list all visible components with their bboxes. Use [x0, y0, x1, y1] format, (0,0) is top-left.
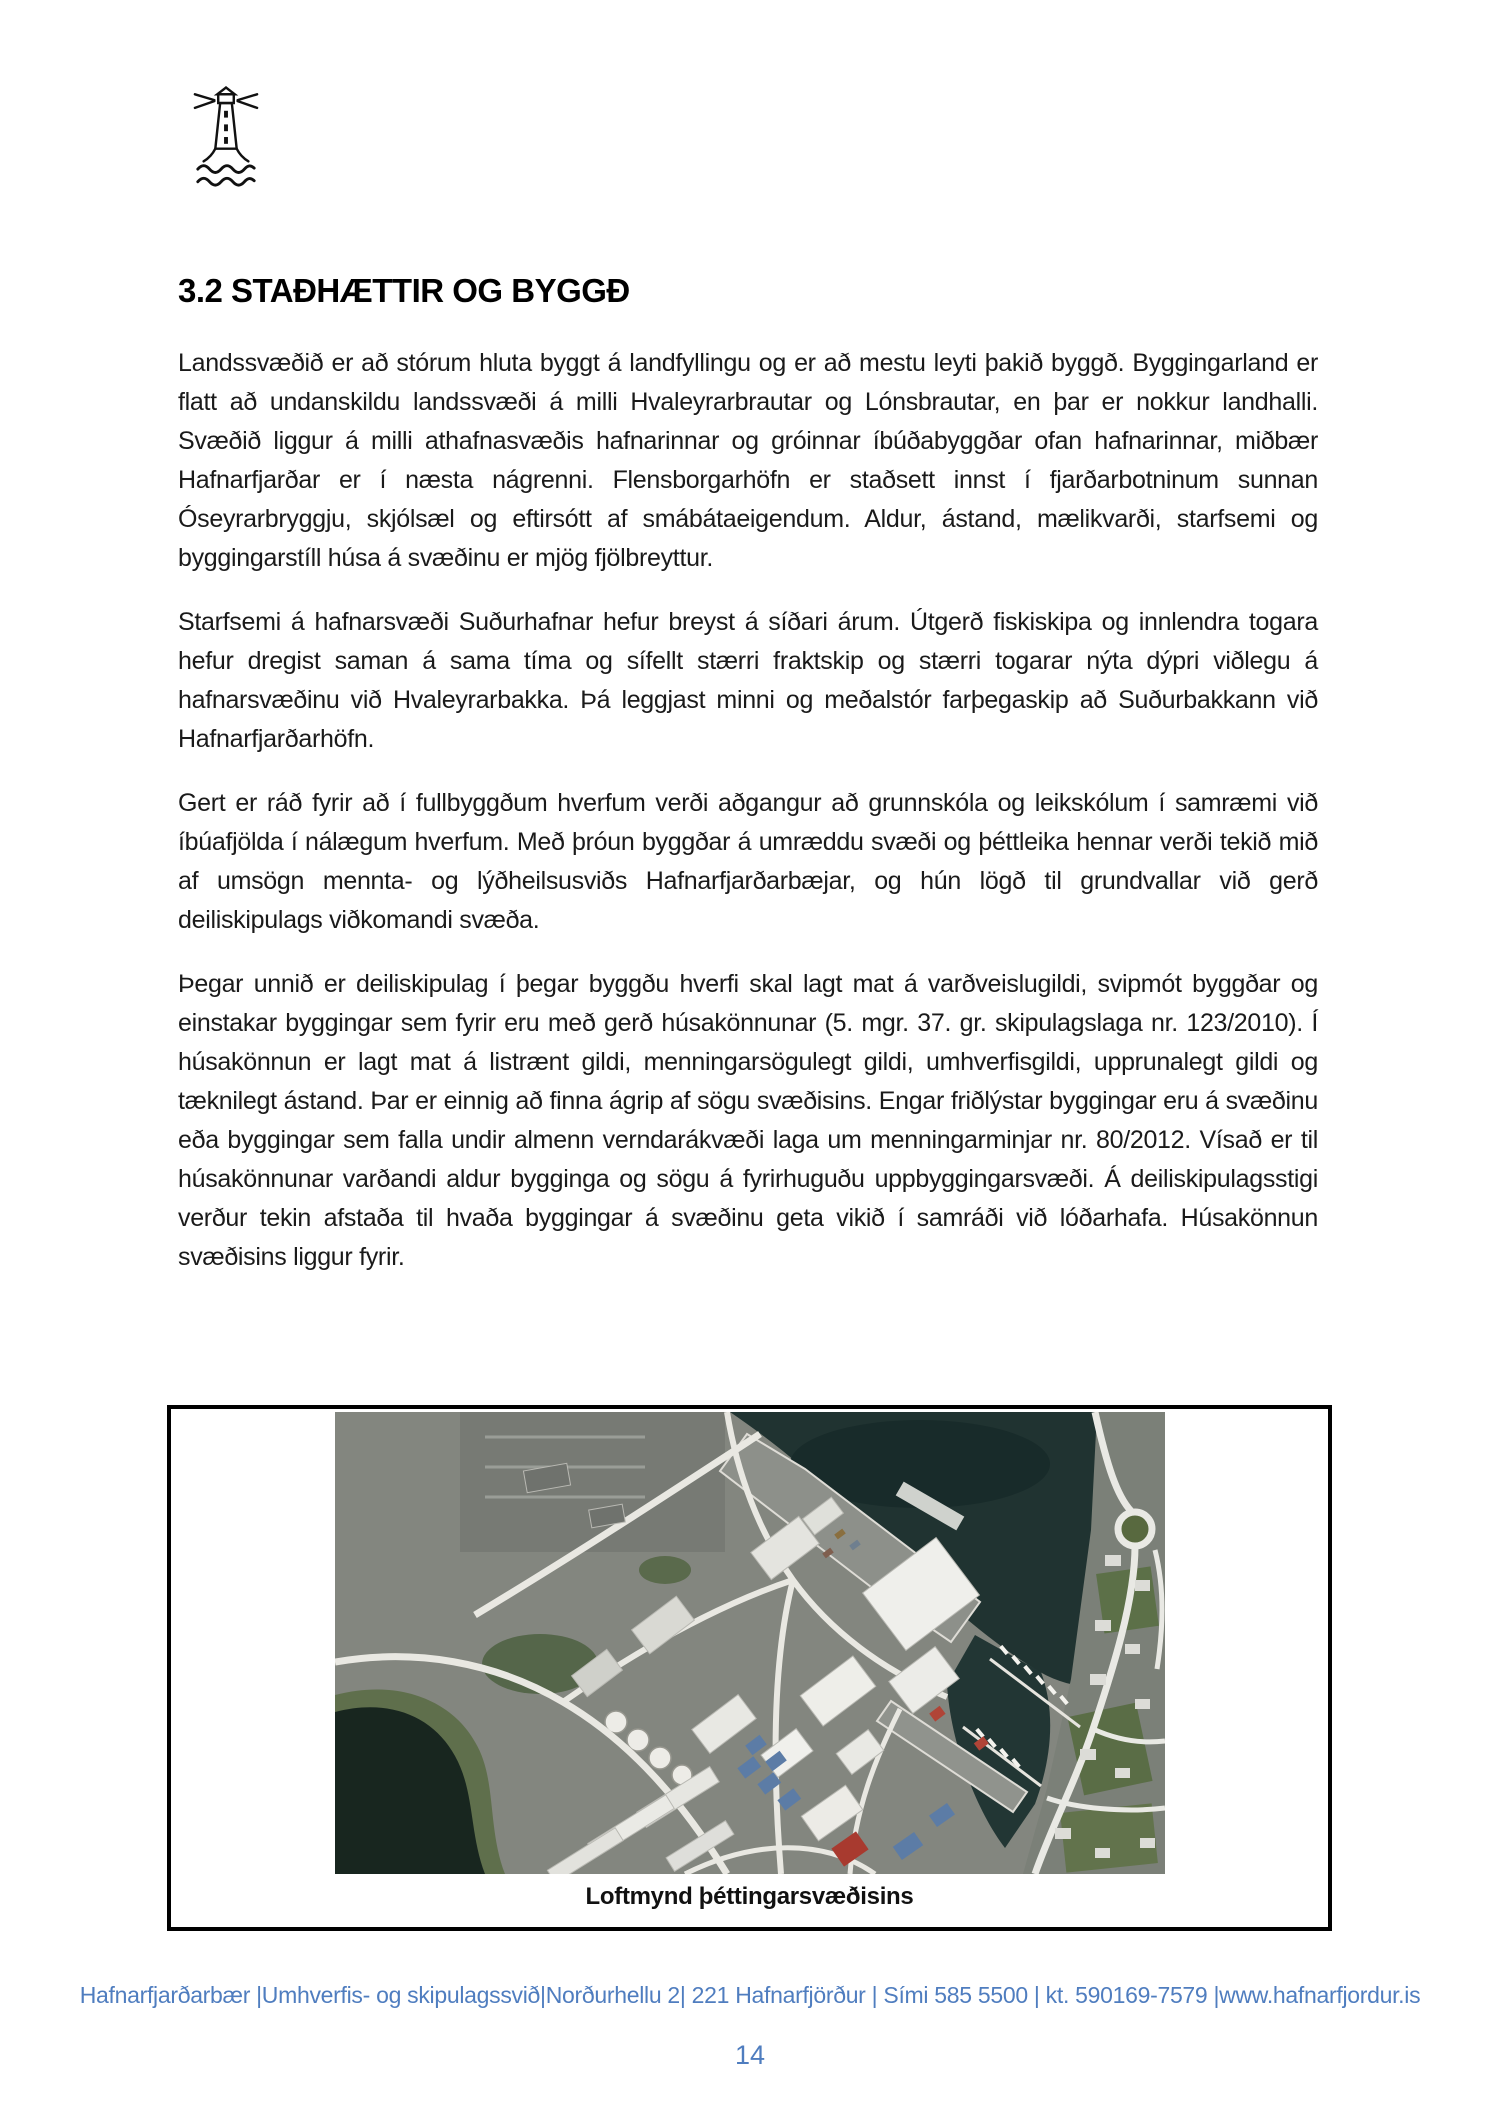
- figure-caption: Loftmynd þéttingarsvæðisins: [585, 1883, 914, 1910]
- main-content: [178, 272, 1318, 1302]
- page-number: 14: [734, 2040, 766, 2070]
- lighthouse-logo-icon: [192, 84, 260, 192]
- aerial-photo: [335, 1412, 1165, 1874]
- paragraph-4: Þegar unnið er deiliskipulag í þegar byggðu hverfi skal lagt mat á varðveislugildi, svipmót byggðar og einstakar byggingar sem fyrir eru með gerð húsakönnunar (5. mgr. 37. gr. skipulagslaga nr. 123/2010). Í húsakönnun er lagt mat á listrænt gildi, menningarsögulegt gildi, umhverfisgildi, upprunalegt gildi og tæknilegt ástand. Þar er einnig að finna ágrip af sögu svæðisins. Engar friðlýstar byggingar eru á svæðinu eða byggingar sem falla undir almenn verndarákvæði laga um menningarminjar nr. 80/2012. Vísað er til húsakönnunar varðandi aldur bygginga og sögu á fyrirhuguðu uppbyggingarsvæði. Á deiliskipulagsstigi verður tekin afstaða til hvaða byggingar á svæðinu geta vikið í samráði við lóðarhafa. Húsakönnun svæðisins liggur fyrir.: [178, 970, 1318, 1271]
- section-heading: 3.2 STAÐHÆTTIR OG BYGGÐ: [178, 272, 630, 309]
- footer-contact-line: Hafnarfjarðarbær |Umhverfis- og skipulagssvið|Norðurhellu 2| 221 Hafnarfjörður | Sími 585 5500 | kt. 590169-7579 |www.hafnarfjordur.is: [79, 1982, 1421, 2008]
- paragraph-1: Landssvæðið er að stórum hluta byggt á landfyllingu og er að mestu leyti þakið byggð. Byggingarland er flatt að undanskildu landssvæði á milli Hvaleyrarbrautar og Lónsbrautar, en þar er nokkur landhalli. Svæðið liggur á milli athafnasvæðis hafnarinnar og gróinnar íbúðabyggðar ofan hafnarinnar, miðbær Hafnarfjarðar er í næsta nágrenni. Flensborgarhöfn er staðsett innst í fjarðarbotninum sunnan Óseyrarbryggju, skjólsæl og eftirsótt af smábátaeigendum. Aldur, ástand, mælikvarði, starfsemi og byggingarstíll húsa á svæðinu er mjög fjölbreyttur.: [178, 349, 1318, 572]
- figure-frame: [167, 1405, 1332, 1931]
- paragraph-3: Gert er ráð fyrir að í fullbyggðum hverfum verði aðgangur að grunnskóla og leikskólum í samræmi við íbúafjölda í nálægum hverfum. Með þróun byggðar á umræddu svæði og þéttleika hennar verði tekið mið af umsögn mennta- og lýðheilsusviðs Hafnarfjarðarbæjar, og hún lögð til grundvallar við gerð deiliskipulags viðkomandi svæða.: [178, 789, 1318, 934]
- paragraph-2: Starfsemi á hafnarsvæði Suðurhafnar hefur breyst á síðari árum. Útgerð fiskiskipa og innlendra togara hefur dregist saman á sama tíma og sífellt stærri fraktskip og stærri togarar nýta dýpri viðlegu á hafnarsvæðinu við Hvaleyrarbakka. Þá leggjast minni og meðalstór farþegaskip að Suðurbakkann við Hafnarfjarðarhöfn.: [178, 608, 1318, 753]
